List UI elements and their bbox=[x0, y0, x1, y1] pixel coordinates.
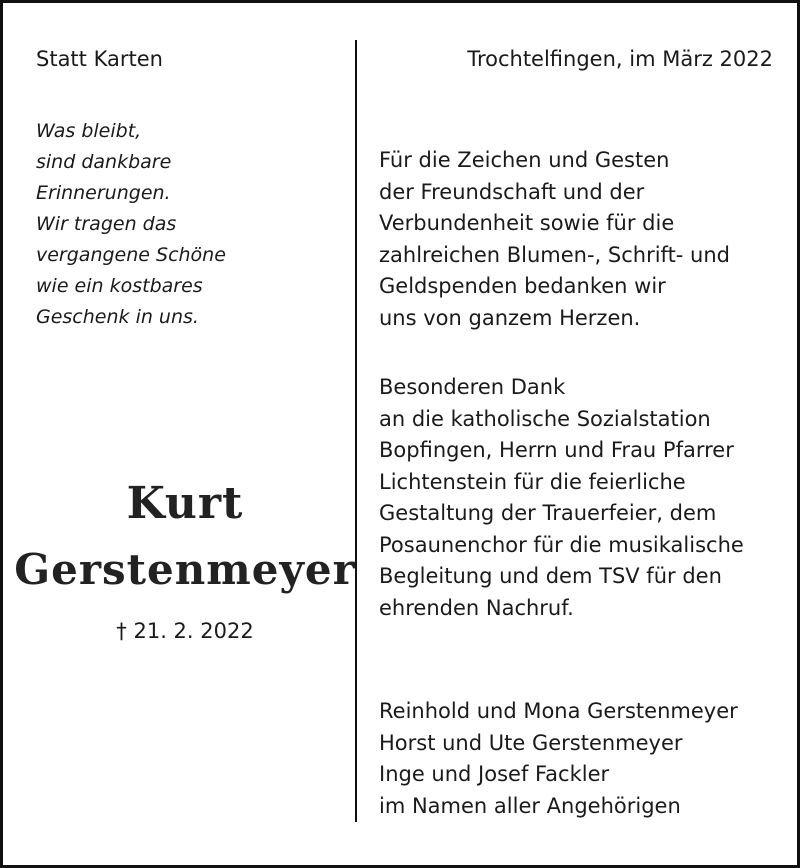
signer-line: Horst und Ute Gerstenmeyer bbox=[379, 730, 683, 755]
poem-line: Geschenk in uns. bbox=[36, 306, 199, 328]
special-thanks-line: Posaunenchor für die musikalische bbox=[379, 532, 744, 557]
special-thanks-line: Begleitung und dem TSV für den bbox=[379, 564, 722, 588]
special-thanks-line: an die katholische Sozialstation bbox=[379, 406, 711, 431]
special-thanks-line: Gestaltung der Trauerfeier, dem bbox=[379, 501, 717, 525]
poem bbox=[36, 116, 226, 333]
signer-line: Inge und Josef Fackler bbox=[379, 762, 610, 786]
thanks-paragraph bbox=[379, 145, 730, 334]
special-thanks-paragraph bbox=[379, 372, 744, 624]
special-thanks-line: Bopfingen, Herrn und Frau Pfarrer bbox=[379, 438, 734, 462]
column-divider bbox=[355, 40, 357, 822]
deceased-last-name: Gerstenmeyer bbox=[14, 545, 356, 594]
signer-line: im Namen aller Angehörigen bbox=[379, 793, 681, 818]
signer-line: Reinhold und Mona Gerstenmeyer bbox=[379, 699, 738, 723]
special-thanks-line: Besonderen Dank bbox=[379, 375, 566, 399]
poem-line: sind dankbare bbox=[36, 151, 172, 173]
special-thanks-line: ehrenden Nachruf. bbox=[379, 595, 574, 620]
poem-line: Wir tragen das bbox=[36, 213, 177, 235]
thanks-line: der Freundschaft und der bbox=[379, 179, 645, 204]
special-thanks-line: Lichtenstein für die feierliche bbox=[379, 469, 686, 494]
header-statt-karten: Statt Karten bbox=[36, 47, 163, 71]
thanks-line: uns von ganzem Herzen. bbox=[379, 305, 641, 330]
poem-line: Was bleibt, bbox=[36, 120, 142, 142]
poem-line: vergangene Schöne bbox=[36, 244, 226, 266]
poem-line: Erinnerungen. bbox=[36, 182, 171, 204]
poem-line: wie ein kostbares bbox=[36, 275, 203, 297]
thanks-line: zahlreichen Blumen-, Schrift- und bbox=[379, 242, 731, 267]
thanks-line: Geldspenden bedanken wir bbox=[379, 274, 666, 298]
thanks-line: Verbundenheit sowie für die bbox=[379, 211, 675, 235]
signers-list bbox=[379, 696, 738, 822]
header-place-date: Trochtelfingen, im März 2022 bbox=[467, 47, 773, 71]
deceased-first-name: Kurt bbox=[126, 478, 244, 529]
death-date: † 21. 2. 2022 bbox=[116, 619, 254, 643]
thanks-line: Für die Zeichen und Gesten bbox=[379, 148, 670, 172]
